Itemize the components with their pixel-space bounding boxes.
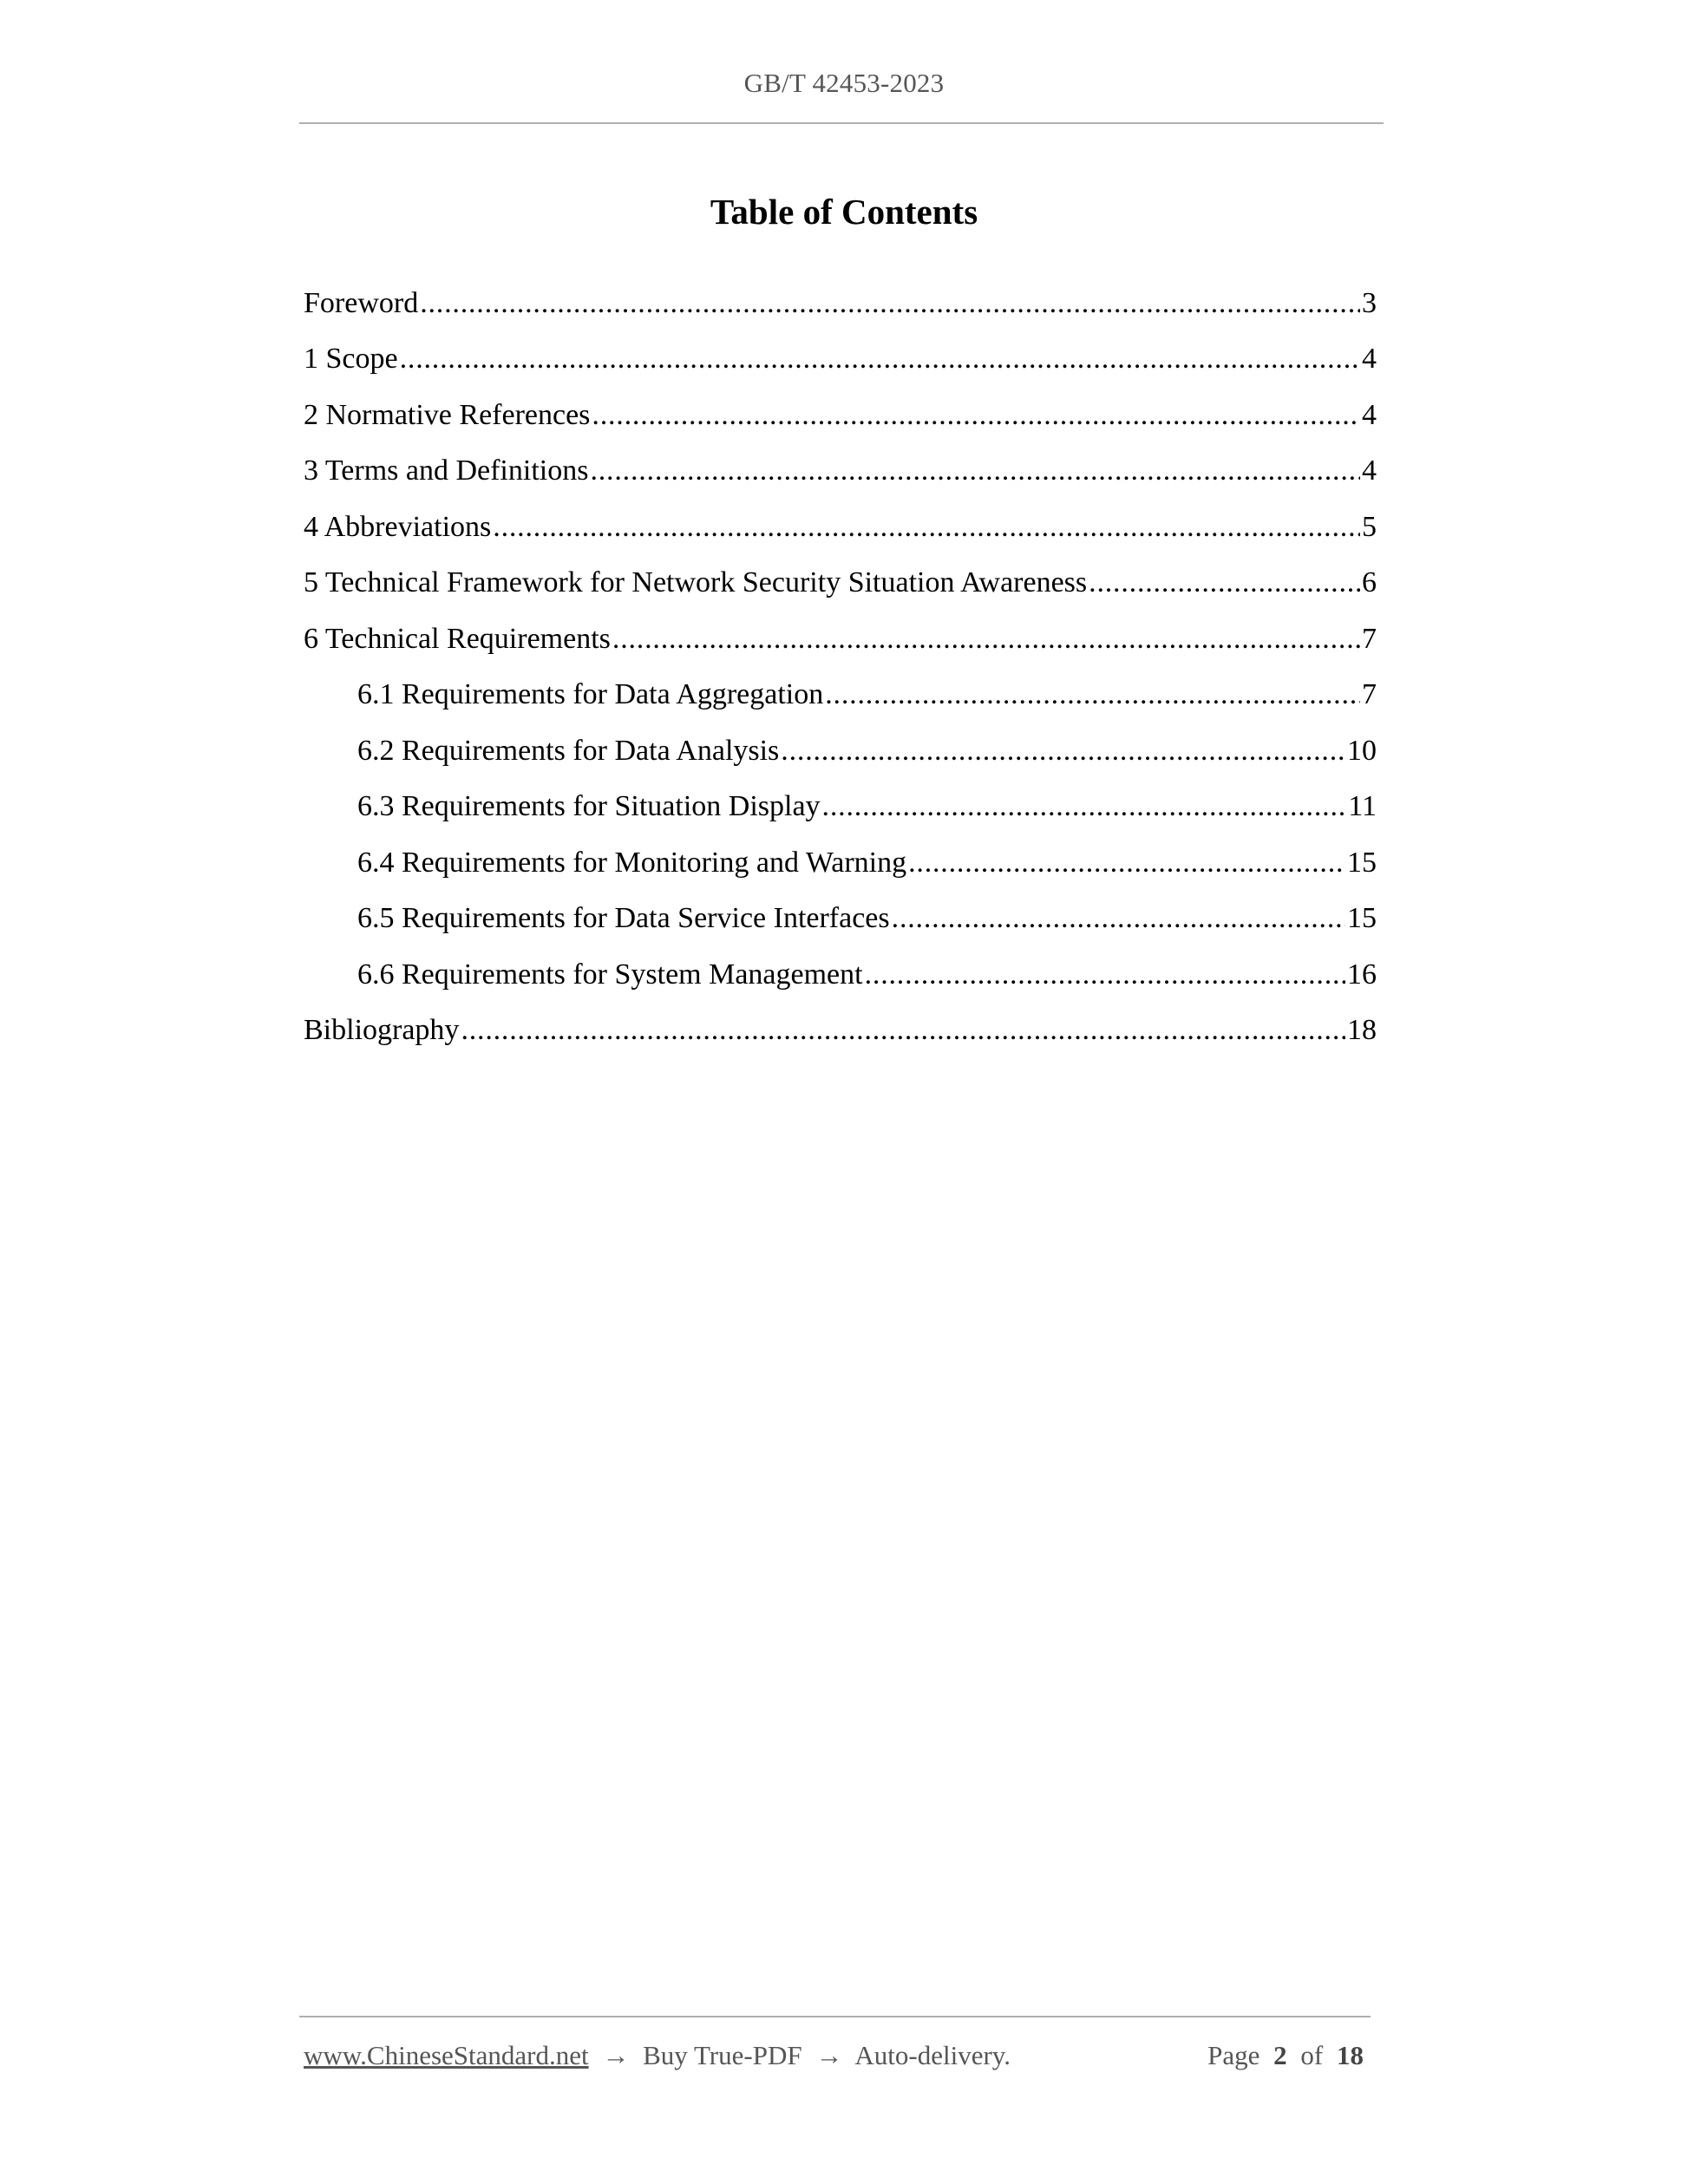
toc-entry-system-management[interactable] bbox=[304, 942, 1377, 998]
toc-entry-page: 3 bbox=[1362, 286, 1377, 319]
toc-entry-label: 6.6 Requirements for System Management bbox=[357, 958, 863, 991]
toc-entry-page: 10 bbox=[1347, 734, 1377, 767]
toc-entry-label: 3 Terms and Definitions bbox=[304, 454, 589, 487]
toc-entry-page: 15 bbox=[1347, 846, 1377, 879]
toc-entry-page: 4 bbox=[1362, 343, 1377, 375]
toc-leader-dots bbox=[493, 513, 1360, 551]
toc-entry-normative-references[interactable] bbox=[304, 383, 1377, 439]
toc-entry-technical-framework[interactable] bbox=[304, 551, 1377, 607]
toc-entry-scope[interactable] bbox=[304, 327, 1377, 383]
toc-list bbox=[304, 271, 1377, 1054]
toc-entry-page: 7 bbox=[1362, 622, 1377, 655]
toc-leader-dots bbox=[781, 736, 1345, 775]
toc-entry-page: 16 bbox=[1347, 958, 1377, 991]
toc-entry-label: 6.2 Requirements for Data Analysis bbox=[357, 734, 780, 767]
toc-leader-dots bbox=[590, 456, 1360, 494]
footer-divider bbox=[299, 2016, 1371, 2017]
toc-entry-situation-display[interactable] bbox=[304, 775, 1377, 831]
arrow-right-icon: → bbox=[602, 2040, 630, 2070]
page-counter bbox=[1207, 2040, 1371, 2071]
toc-entry-page: 11 bbox=[1348, 790, 1377, 822]
toc-entry-page: 18 bbox=[1347, 1014, 1377, 1046]
toc-entry-data-service-interfaces[interactable] bbox=[304, 886, 1377, 943]
running-header: GB/T 42453-2023 bbox=[743, 68, 945, 98]
toc-entry-label: Foreword bbox=[304, 286, 419, 319]
current-page-number: 2 bbox=[1273, 2040, 1287, 2070]
toc-entry-label: 1 Scope bbox=[304, 343, 398, 375]
toc-entry-label: 5 Technical Framework for Network Security Situation Awareness bbox=[304, 566, 1088, 598]
toc-entry-label: 6.5 Requirements for Data Service Interfaces bbox=[357, 902, 890, 934]
toc-leader-dots bbox=[908, 848, 1345, 886]
toc-entry-page: 7 bbox=[1362, 678, 1377, 710]
arrow-right-icon: → bbox=[815, 2040, 843, 2070]
toc-entry-bibliography[interactable] bbox=[304, 998, 1377, 1055]
buy-text: Buy True-PDF bbox=[643, 2040, 802, 2070]
toc-entry-terms-definitions[interactable] bbox=[304, 439, 1377, 495]
page-word: Page bbox=[1207, 2040, 1260, 2070]
toc-entry-data-analysis[interactable] bbox=[304, 718, 1377, 775]
toc-leader-dots bbox=[400, 344, 1360, 383]
footer-promo bbox=[304, 2040, 1011, 2071]
total-page-count: 18 bbox=[1337, 2040, 1364, 2070]
delivery-text: Auto-delivery. bbox=[854, 2040, 1011, 2070]
of-word: of bbox=[1300, 2040, 1324, 2070]
toc-leader-dots bbox=[461, 1016, 1345, 1054]
toc-entry-label: 4 Abbreviations bbox=[304, 510, 492, 543]
toc-entry-label: 6.1 Requirements for Data Aggregation bbox=[357, 678, 824, 710]
toc-entry-foreword[interactable] bbox=[304, 271, 1377, 327]
toc-entry-page: 4 bbox=[1362, 454, 1377, 487]
toc-title: Table of Contents bbox=[710, 192, 978, 232]
toc-entry-label: Bibliography bbox=[304, 1014, 460, 1046]
toc-entry-data-aggregation[interactable] bbox=[304, 663, 1377, 719]
toc-leader-dots bbox=[612, 624, 1360, 663]
toc-entry-label: 2 Normative References bbox=[304, 398, 591, 431]
toc-leader-dots bbox=[420, 289, 1360, 327]
toc-leader-dots bbox=[1089, 568, 1360, 606]
toc-leader-dots bbox=[865, 960, 1345, 998]
toc-entry-monitoring-warning[interactable] bbox=[304, 830, 1377, 886]
toc-entry-page: 5 bbox=[1362, 510, 1377, 543]
header-divider bbox=[299, 122, 1384, 124]
toc-entry-technical-requirements[interactable] bbox=[304, 606, 1377, 663]
toc-entry-label: 6.3 Requirements for Situation Display bbox=[357, 790, 821, 822]
toc-entry-page: 15 bbox=[1347, 902, 1377, 934]
toc-entry-label: 6.4 Requirements for Monitoring and Warning bbox=[357, 846, 907, 879]
toc-entry-page: 4 bbox=[1362, 398, 1377, 431]
toc-leader-dots bbox=[825, 680, 1360, 718]
site-link[interactable]: www.ChineseStandard.net bbox=[304, 2040, 589, 2070]
toc-leader-dots bbox=[592, 401, 1360, 439]
toc-leader-dots bbox=[892, 904, 1345, 942]
toc-entry-abbreviations[interactable] bbox=[304, 494, 1377, 551]
toc-entry-page: 6 bbox=[1362, 566, 1377, 598]
page-footer bbox=[304, 2040, 1371, 2071]
toc-entry-label: 6 Technical Requirements bbox=[304, 622, 611, 655]
toc-leader-dots bbox=[822, 792, 1347, 830]
